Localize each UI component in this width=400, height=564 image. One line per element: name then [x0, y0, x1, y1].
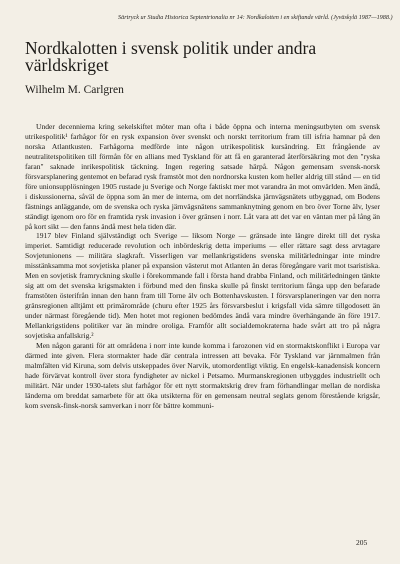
paragraph: Men någon garanti för att områdena i norr inte kunde komma i farozonen vid en stormaktskonflikt i Europa var därmed inte given. Flera stormakter hade där centrala intressen att bevaka. För Tyskland var järnmalmen från malmfälten vid Kiruna, som delvis utskeppades över Narvik, utomordentligt viktig. En engelsk-kanadensisk koncern hade förvärvat kontroll över stora fyndigheter av nickel i Petsamo. Murmanskregionen utbyggdes industriellt och militärt. När under 1930-talets slut farhågor för ett nytt stormaktskrig drev fram förhandlingar mellan de nordiska länderna om breddat samarbete för att öka utsikterna för en gemensam neutral seglats genom förestående krigsår, kom svensk-finsk-norsk samverkan i norr för bättre kommuni-: [25, 340, 380, 410]
page-number: 205: [356, 538, 368, 547]
article-body: [25, 122, 380, 411]
paragraph: 1917 blev Finland självständigt och Sverige — liksom Norge — gränsade inte längre direkt till det ryska imperiet. Samtidigt reducerade revolution och inbördeskrig detta imperiums — eller rättare sagt dess arvtagare Sovjetunionens — militära slagkraft. Visserligen var mellankrigstidens svenska militärledningar inte mindre misstänksamma mot sovjetiska planer på expansion västerut mot Atlanten än deras föregångare varit mot tsaristiska. Men en sovjetisk framryckning skulle i förekommande fall i första hand drabba Finland, och militärledningen tänkte sig att om det svenska krigsmakten i förbund med den finska skulle på finskt territorium fånga upp den befarade framstöten österifrån innan den hann fram till Torne älv och Bottenhavskusten. I försvarsplaneringen var den norra gränsregionen alltjämt ett primärområde (churu efter 1925 års försvarsbeslut i krigsfall vida sämre tillgodosett än under närmast föregående tid). Men hotet mot regionen bedömdes ändå vara mindre överhängande än före 1917. Mellankrigstidens politiker var än mindre oroliga. Framför allt socialdemokraterna hade svårt att tro på några sovjetiska anfallskrig.²: [25, 231, 380, 341]
article-title: Nordkalotten i svensk politik under andra världskriget: [25, 38, 317, 75]
paragraph: Under decennierna kring sekelskiftet möter man ofta i både öppna och interna meningsutbyten om svensk utrikespolitik¹ farhågor för en rysk expansion över svenskt och norskt territorium fram till isfria hamnar på den norska Atlantkusten. Farhågorna medförde inte någon utrikespolitisk kursändring. Ett frångående av neutralitetspolitiken till förmån för en allians med Tyskland för att få en garanterad återförsäkring mot den "ryska faran" saknade inrikespolitisk täckning. Ingen regering satsade härpå. Någon gemensam svensk-norsk försvarsplanering gentemot en befarad rysk framstöt mot den nordnorska kusten kom heller aldrig till stånd — en tid före unionsupplösningen 1905 rustade ju Sverige och Norge faktiskt mer mot varandra än mot omvärlden. Men ändå, i diskussionerna, såväl de öppna som än mer de interna, om det norrländska järnvägsnätets utbyggnad, om Bodens fästnings anläggande, om de svenska och ryska järnvägsnätens sammanknytning genom en bro över Torne älv, lyser ständigt igenom oro för en framtida rysk invasion i över gränsen i norr. Låt vara att det var en väntan mer på lång än på kort sikt — den fanns ändå mest hela tiden där.: [25, 122, 380, 231]
offprint-note: Särtryck ur Studia Historica Septentrionalia nr 14: Nordkalotten i en skiftande värld. (Jyväskylä 1987—1988.): [118, 14, 393, 21]
author-name: Wilhelm M. Carlgren: [25, 84, 124, 96]
